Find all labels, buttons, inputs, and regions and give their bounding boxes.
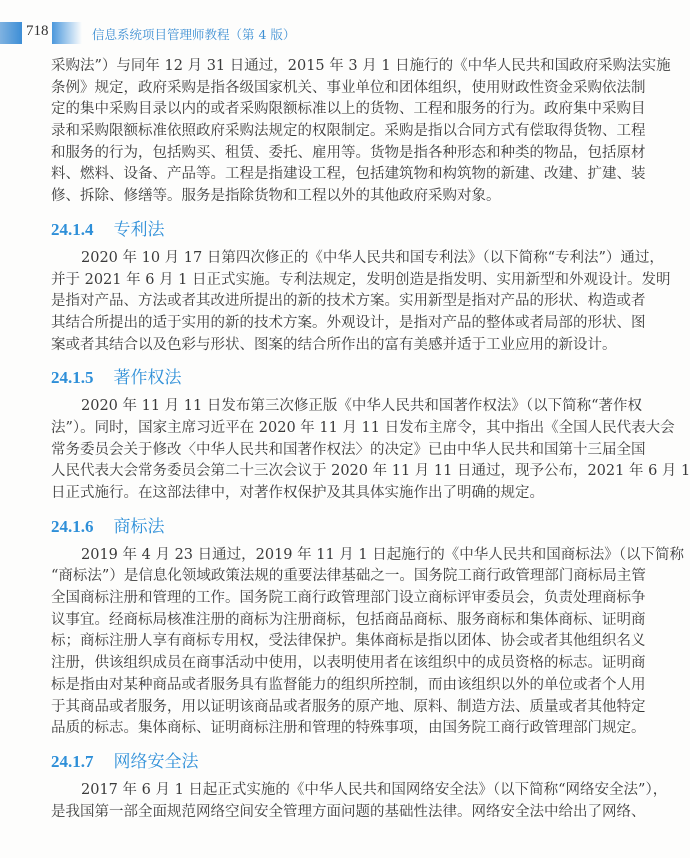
- header-gradient-block: [52, 22, 82, 44]
- text-line: 常务委员会关于修改〈中华人民共和国著作权法〉的决定》已由中华人民共和国第十三届全国: [51, 441, 646, 458]
- section-heading: [51, 510, 608, 542]
- text-line: 标；商标注册人享有商标专用权，受法律保护。集体商标是指以团体、协会或者其他组织名义: [51, 633, 646, 650]
- page-body: [51, 56, 690, 823]
- section-number: 24.1.7: [51, 751, 94, 771]
- page-header: [0, 22, 690, 44]
- text-line: 2020 年 10 月 17 日第四次修正的《中华人民共和国专利法》（以下简称“专利法”）通过，: [81, 249, 664, 266]
- text-line: 注册，供该组织成员在商事活动中使用，以表明使用者在该组织中的成员资格的标志。证明商: [51, 655, 646, 672]
- text-line: 是指对产品、方法或者其改进所提出的新的技术方案。实用新型是指对产品的形状、构造或者: [51, 293, 646, 310]
- section-title: 著作权法: [113, 368, 182, 388]
- text-line: 议事宜。经商标局核准注册的商标为注册商标，包括商品商标、服务商标和集体商标、证明商: [51, 611, 646, 628]
- text-line: 标是指由对某种商品或者服务具有监督能力的组织所控制，而由该组织以外的单位或者个人用: [51, 676, 646, 693]
- text-line: 是我国第一部全面规范网络空间安全管理方面问题的基础性法律。网络安全法中给出了网络、: [51, 803, 646, 820]
- text-line: 案或者其结合以及色彩与形状、图案的结合所作出的富有美感并适于工业应用的新设计。: [51, 336, 617, 353]
- section-number: 24.1.4: [51, 219, 94, 239]
- text-line: 2019 年 4 月 23 日通过，2019 年 11 月 1 日起施行的《中华人民共和国商标法》（以下简称: [81, 546, 684, 563]
- section-number: 24.1.5: [51, 368, 94, 388]
- section-heading: [51, 213, 608, 245]
- section-paragraph: [51, 396, 690, 504]
- section-title: 专利法: [113, 219, 165, 239]
- section-title: 网络安全法: [113, 751, 199, 771]
- text-line: 修、拆除、修缮等。服务是指除货物和工程以外的其他政府采购对象。: [51, 188, 501, 205]
- text-line: 定的集中采购目录以内的或者采购限额标准以上的货物、工程和服务的行为。政府集中采购目: [51, 101, 646, 118]
- section-paragraph: [51, 780, 668, 823]
- text-line: “商标法”）是信息化领域政策法规的重要法律基础之一。国务院工商行政管理部门商标局主管: [51, 568, 646, 585]
- text-line: 并于 2021 年 6 月 1 日正式实施。专利法规定，发明创造是指发明、实用新型和外观设计。发明: [51, 271, 671, 288]
- section-paragraph: [51, 545, 684, 740]
- text-line: 于其商品或者服务，用以证明该商品或者服务的原产地、原料、制造方法、质量或者其他特定: [51, 698, 646, 715]
- text-line: 录和采购限额标准依照政府采购法规定的权限制定。采购是指以合同方式有偿取得货物、工程: [51, 123, 646, 140]
- text-line: 和服务的行为，包括购买、租赁、委托、雇用等。货物是指各种形态和种类的物品，包括原材: [51, 144, 646, 161]
- section-paragraph: [51, 248, 671, 356]
- page-number: 718: [26, 23, 49, 39]
- intro-paragraph: [51, 56, 671, 208]
- text-line: 日正式施行。在这部法律中，对著作权保护及其具体实施作出了明确的规定。: [51, 485, 544, 501]
- text-line: 2017 年 6 月 1 日起正式实施的《中华人民共和国网络安全法》（以下简称“网络安全法”），: [81, 781, 668, 798]
- section-heading: [51, 361, 608, 393]
- text-line: 2020 年 11 月 11 日发布第三次修正版《中华人民共和国著作权法》（以下简称“著作权: [81, 398, 643, 415]
- section-heading: [51, 745, 608, 777]
- text-line: 法”）。同时，国家主席习近平在 2020 年 11 月 11 日发布主席令，其中指出《全国人民代表大会: [51, 419, 675, 436]
- header-color-block: [0, 22, 22, 44]
- section-number: 24.1.6: [51, 516, 94, 536]
- text-line: 人民代表大会常务委员会第二十三次会议于 2020 年 11 月 11 日通过，现予公布，2021 年 6 月 1: [51, 463, 690, 480]
- text-line: 采购法”）与同年 12 月 31 日通过，2015 年 3 月 1 日施行的《中华人民共和国政府采购法实施: [51, 58, 671, 74]
- section-title: 商标法: [113, 516, 165, 536]
- text-line: 全国商标注册和管理的工作。国务院工商行政管理部门设立商标评审委员会，负责处理商标争: [51, 590, 646, 607]
- text-line: 其结合所提出的适于实用的新的技术方案。外观设计，是指对产品的整体或者局部的形状、图: [51, 314, 646, 331]
- book-title: 信息系统项目管理师教程（第 4 版）: [92, 27, 296, 42]
- text-line: 条例》规定，政府采购是指各级国家机关、事业单位和团体组织，使用财政性资金采购依法制: [51, 79, 646, 96]
- text-line: 品质的标志。集体商标、证明商标注册和管理的特殊事项，由国务院工商行政管理部门规定。: [51, 720, 646, 737]
- text-line: 料、燃料、设备、产品等。工程是指建设工程，包括建筑物和构筑物的新建、改建、扩建、装: [51, 166, 646, 183]
